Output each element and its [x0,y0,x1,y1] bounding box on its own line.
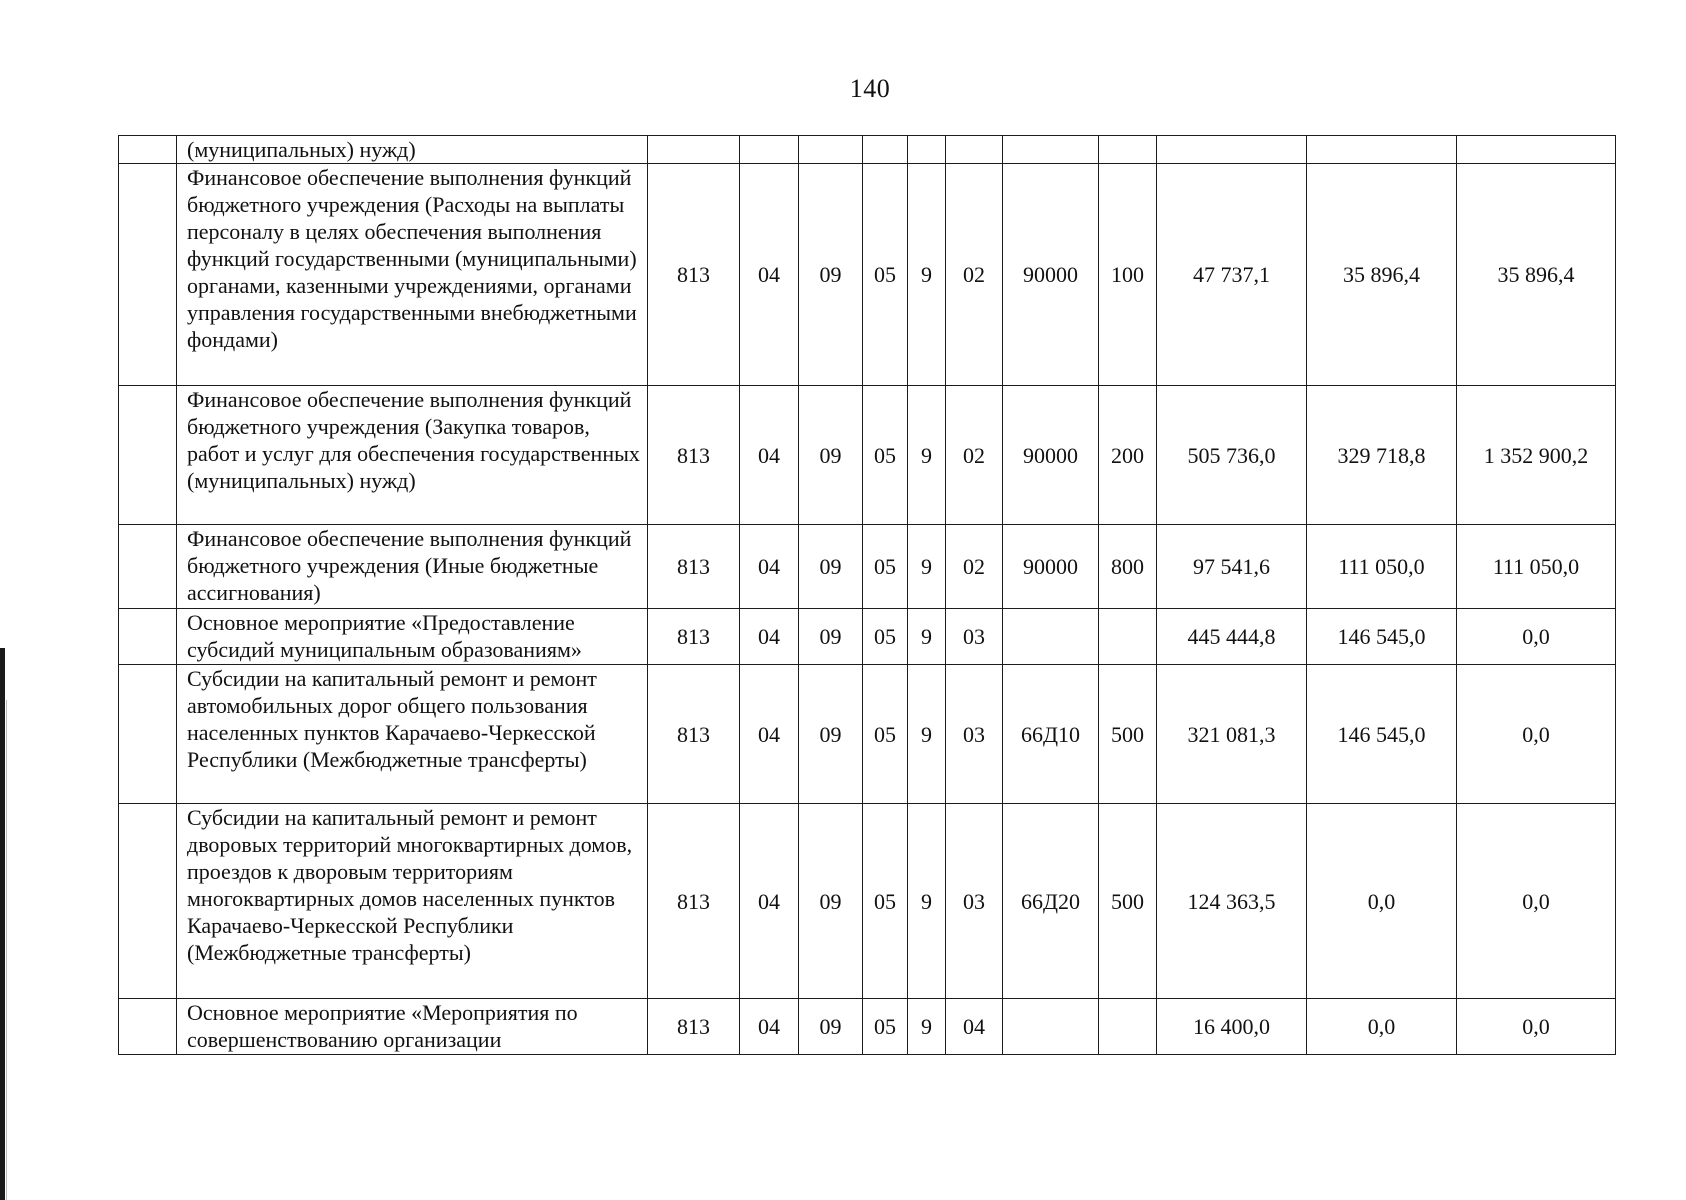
subsection-code-cell: 09 [799,164,863,386]
amount-year3-cell: 0,0 [1457,665,1616,804]
ministry-code-cell: 813 [648,386,740,525]
amount-year2-cell: 0,0 [1307,804,1457,999]
table-row [119,804,1616,999]
program-code-cell: 05 [863,999,908,1055]
table-row [119,525,1616,609]
direction-code-cell: 90000 [1003,525,1099,609]
section-code-cell [740,136,799,164]
amount-year2-cell: 111 050,0 [1307,525,1457,609]
table-row [119,164,1616,386]
direction-code-cell: 90000 [1003,164,1099,386]
program-code-cell: 05 [863,609,908,665]
program-code-cell: 05 [863,665,908,804]
section-code-cell: 04 [740,609,799,665]
section-code-cell: 04 [740,804,799,999]
event-code-cell: 02 [946,164,1003,386]
direction-code-cell: 66Д10 [1003,665,1099,804]
event-code-cell: 02 [946,386,1003,525]
description-cell: Субсидии на капитальный ремонт и ремонт дворовых территорий многоквартирных домов, проездов к дворовым территориям многоквартирных домов населенных пунктов Карачаево-Черкесской Республики (Межбюджетные трансферты) [177,804,648,999]
section-code-cell: 04 [740,999,799,1055]
table-row [119,386,1616,525]
description-cell: Субсидии на капитальный ремонт и ремонт автомобильных дорог общего пользования населенных пунктов Карачаево-Черкесской Республики (Межбюджетные трансферты) [177,665,648,804]
amount-year3-cell: 0,0 [1457,804,1616,999]
event-code-cell: 02 [946,525,1003,609]
ministry-code-cell: 813 [648,609,740,665]
expense-type-cell: 100 [1099,164,1157,386]
section-code-cell: 04 [740,164,799,386]
direction-code-cell [1003,136,1099,164]
expense-type-cell [1099,136,1157,164]
subprogram-code-cell [908,136,946,164]
event-code-cell: 03 [946,665,1003,804]
ministry-code-cell: 813 [648,525,740,609]
expense-type-cell: 500 [1099,665,1157,804]
amount-year1-cell: 47 737,1 [1157,164,1307,386]
index-cell [119,804,177,999]
direction-code-cell [1003,999,1099,1055]
subprogram-code-cell: 9 [908,804,946,999]
amount-year1-cell: 16 400,0 [1157,999,1307,1055]
program-code-cell [863,136,908,164]
subsection-code-cell [799,136,863,164]
amount-year1-cell: 97 541,6 [1157,525,1307,609]
index-cell [119,665,177,804]
program-code-cell: 05 [863,164,908,386]
amount-year3-cell: 0,0 [1457,609,1616,665]
program-code-cell: 05 [863,386,908,525]
event-code-cell: 04 [946,999,1003,1055]
subsection-code-cell: 09 [799,525,863,609]
amount-year3-cell: 111 050,0 [1457,525,1616,609]
amount-year3-cell: 35 896,4 [1457,164,1616,386]
amount-year1-cell: 321 081,3 [1157,665,1307,804]
description-cell: Основное мероприятие «Мероприятия по совершенствованию организации [177,999,648,1055]
amount-year2-cell: 0,0 [1307,999,1457,1055]
program-code-cell: 05 [863,525,908,609]
direction-code-cell [1003,609,1099,665]
amount-year3-cell [1457,136,1616,164]
index-cell [119,525,177,609]
scan-edge-mark [0,648,5,1200]
index-cell [119,999,177,1055]
amount-year1-cell [1157,136,1307,164]
subsection-code-cell: 09 [799,804,863,999]
index-cell [119,609,177,665]
amount-year1-cell: 124 363,5 [1157,804,1307,999]
amount-year2-cell: 35 896,4 [1307,164,1457,386]
scan-edge-line [6,700,7,1200]
description-cell: Финансовое обеспечение выполнения функций бюджетного учреждения (Расходы на выплаты персоналу в целях обеспечения выполнения функций государственными (муниципальными) органами, казенными учреждениями, органами управления государственными внебюджетными фондами) [177,164,648,386]
subprogram-code-cell: 9 [908,609,946,665]
ministry-code-cell: 813 [648,999,740,1055]
amount-year2-cell: 146 545,0 [1307,609,1457,665]
amount-year1-cell: 505 736,0 [1157,386,1307,525]
description-cell: (муниципальных) нужд) [177,136,648,164]
description-cell: Основное мероприятие «Предоставление субсидий муниципальным образованиям» [177,609,648,665]
description-cell: Финансовое обеспечение выполнения функций бюджетного учреждения (Закупка товаров, работ и услуг для обеспечения государственных (муниципальных) нужд) [177,386,648,525]
section-code-cell: 04 [740,525,799,609]
subsection-code-cell: 09 [799,386,863,525]
subprogram-code-cell: 9 [908,164,946,386]
amount-year3-cell: 1 352 900,2 [1457,386,1616,525]
ministry-code-cell: 813 [648,665,740,804]
table-row [119,609,1616,665]
budget-table [118,135,1616,1055]
direction-code-cell: 90000 [1003,386,1099,525]
ministry-code-cell: 813 [648,164,740,386]
amount-year3-cell: 0,0 [1457,999,1616,1055]
subprogram-code-cell: 9 [908,665,946,804]
event-code-cell: 03 [946,804,1003,999]
table-row [119,999,1616,1055]
expense-type-cell: 200 [1099,386,1157,525]
index-cell [119,164,177,386]
direction-code-cell: 66Д20 [1003,804,1099,999]
event-code-cell [946,136,1003,164]
expense-type-cell [1099,999,1157,1055]
table-row [119,665,1616,804]
subsection-code-cell: 09 [799,665,863,804]
subprogram-code-cell: 9 [908,386,946,525]
subsection-code-cell: 09 [799,609,863,665]
subprogram-code-cell: 9 [908,999,946,1055]
page-number: 140 [849,74,891,103]
amount-year2-cell: 146 545,0 [1307,665,1457,804]
subprogram-code-cell: 9 [908,525,946,609]
program-code-cell: 05 [863,804,908,999]
event-code-cell: 03 [946,609,1003,665]
expense-type-cell [1099,609,1157,665]
index-cell [119,386,177,525]
ministry-code-cell [648,136,740,164]
section-code-cell: 04 [740,665,799,804]
table-row [119,136,1616,164]
amount-year1-cell: 445 444,8 [1157,609,1307,665]
ministry-code-cell: 813 [648,804,740,999]
subsection-code-cell: 09 [799,999,863,1055]
index-cell [119,136,177,164]
amount-year2-cell: 329 718,8 [1307,386,1457,525]
section-code-cell: 04 [740,386,799,525]
amount-year2-cell [1307,136,1457,164]
expense-type-cell: 800 [1099,525,1157,609]
expense-type-cell: 500 [1099,804,1157,999]
description-cell: Финансовое обеспечение выполнения функций бюджетного учреждения (Иные бюджетные ассигнования) [177,525,648,609]
